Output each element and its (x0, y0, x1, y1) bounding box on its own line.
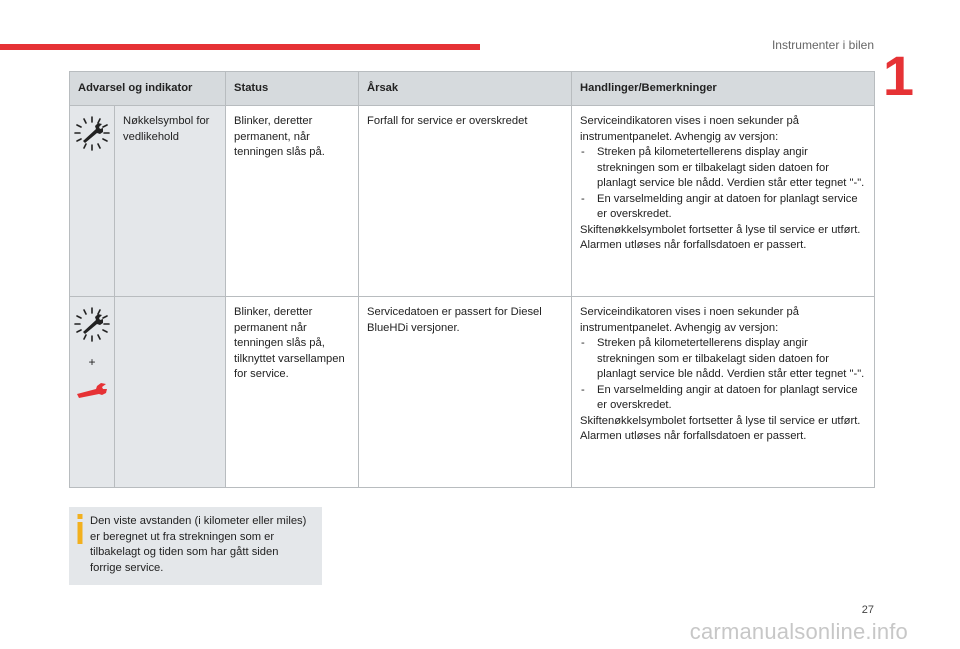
actions-outro: Skiftenøkkelsymbolet fortsetter å lyse til service er utført. (580, 414, 861, 427)
chapter-number: 1 (882, 44, 914, 107)
actions-cell (572, 297, 875, 488)
column-header-cause: Årsak (359, 72, 572, 106)
actions-intro: Serviceindikatoren vises i noen sekunder på instrumentpanelet. Avhengig av versjon: (580, 115, 799, 143)
list-item: - En varselmelding angir at datoen for planlagt service er overskredet. (580, 383, 866, 414)
indicator-label: Nøkkelsymbol for vedlikehold (115, 106, 226, 297)
actions-cell (572, 106, 875, 297)
status-cell: Blinker, deretter permanent, når tenningen slås på. (226, 106, 359, 297)
status-cell: Blinker, deretter permanent når tenningen slås på, tilknyttet varsellampen for service. (226, 297, 359, 488)
info-note (69, 507, 322, 585)
wrench-maintenance-icon (72, 305, 112, 345)
column-header-actions: Handlinger/Bemerkninger (572, 72, 875, 106)
actions-intro: Serviceindikatoren vises i noen sekunder på instrumentpanelet. Avhengig av versjon: (580, 306, 799, 334)
actions-outro: Skiftenøkkelsymbolet fortsetter å lyse til service er utført. (580, 223, 861, 236)
list-item: - Streken på kilometertellerens display angir strekningen som er tilbakelagt siden datoen for planlagt service ble nådd. Verdien står etter tegnet "-". (580, 336, 866, 383)
note-text: Den viste avstanden (i kilometer eller miles) er beregnet ut fra strekningen som er tilbakelagt og tiden som har gått siden forrige service. (90, 515, 307, 574)
plus-sign: + (88, 354, 96, 369)
column-header-indicator: Advarsel og indikator (70, 72, 226, 106)
actions-outro: Alarmen utløses når forfallsdatoen er passert. (580, 239, 807, 251)
service-wrench-red-icon (74, 380, 110, 400)
cause-cell: Forfall for service er overskredet (359, 106, 572, 297)
list-item: - En varselmelding angir at datoen for planlagt service er overskredet. (580, 192, 866, 223)
wrench-maintenance-icon (72, 114, 112, 154)
table-row (70, 297, 875, 488)
watermark: carmanualsonline.info (689, 619, 908, 644)
top-accent-bar (0, 44, 480, 50)
cause-cell: Servicedatoen er passert for Diesel BlueHDi versjoner. (359, 297, 572, 488)
table-header-row (70, 72, 875, 106)
table-row (70, 106, 875, 297)
indicator-cell (70, 297, 115, 488)
section-title: Instrumenter i bilen (771, 38, 874, 52)
column-header-status: Status (226, 72, 359, 106)
info-icon (75, 513, 85, 545)
indicator-cell (70, 106, 115, 297)
actions-outro: Alarmen utløses når forfallsdatoen er passert. (580, 430, 807, 442)
indicator-label (115, 297, 226, 488)
actions-list (580, 145, 866, 223)
actions-list (580, 336, 866, 414)
indicator-table (69, 71, 875, 488)
page-number: 27 (861, 604, 874, 616)
list-item: - Streken på kilometertellerens display angir strekningen som er tilbakelagt siden datoen for planlagt service ble nådd. Verdien står etter tegnet "-". (580, 145, 866, 192)
